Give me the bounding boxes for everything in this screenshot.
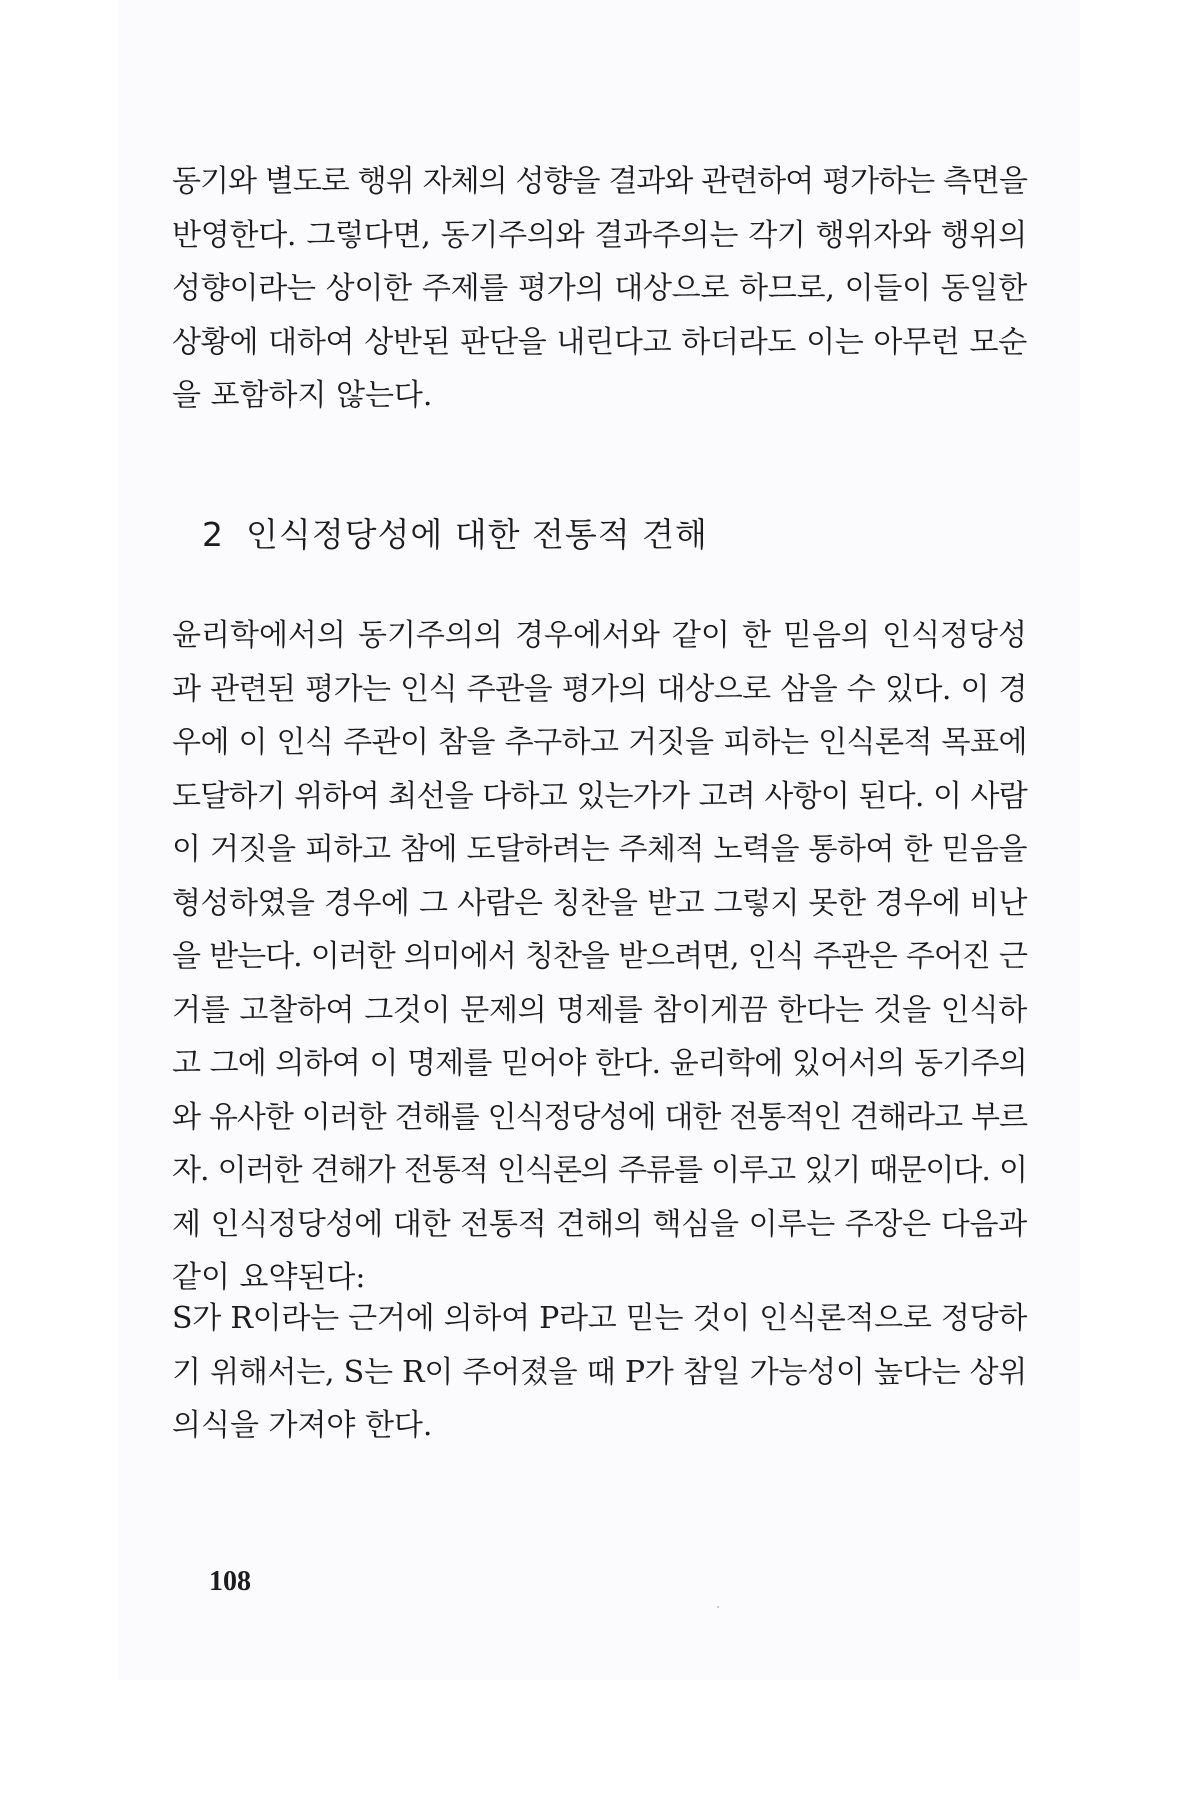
paragraph-2 [172, 609, 1027, 1305]
paragraph-2-line: 고 그에 의하여 이 명제를 믿어야 한다. 윤리학에 있어서의 동기주의 [172, 1046, 1027, 1081]
section-title: 인식정당성에 대한 전통적 견해 [246, 515, 708, 554]
paragraph-1-line: 상황에 대하여 상반된 판단을 내린다고 하더라도 이는 아무런 모순 [172, 324, 1027, 360]
paragraph-2-line: 과 관련된 평가는 인식 주관을 평가의 대상으로 삼을 수 있다. 이 경 [172, 671, 1027, 707]
block-quote-line: 기 위해서는, S는 R이 주어졌을 때 P가 참일 가능성이 높다는 상위 [172, 1354, 1027, 1390]
block-quote-line: S가 R이라는 근거에 의하여 P라고 믿는 것이 인식론적으로 정당하 [172, 1301, 1028, 1336]
paragraph-2-line: 같이 요약된다: [172, 1260, 366, 1295]
paragraph-2-line: 도달하기 위하여 최선을 다하고 있는가가 고려 사항이 된다. 이 사람 [172, 778, 1027, 814]
block-quote [172, 1292, 1027, 1453]
paragraph-2-line: 윤리학에서의 동기주의의 경우에서와 같이 한 믿음의 인식정당성 [172, 618, 1027, 653]
paragraph-1-line: 성향이라는 상이한 주제를 평가의 대상으로 하므로, 이들이 동일한 [172, 271, 1027, 306]
scan-speck [717, 1606, 719, 1608]
paragraph-1-line: 동기와 별도로 행위 자체의 성향을 결과와 관련하여 평가하는 측면을 [172, 164, 1027, 199]
paragraph-2-line: 형성하였을 경우에 그 사람은 칭찬을 받고 그렇지 못한 경우에 비난 [172, 885, 1027, 921]
paragraph-1-line: 반영한다. 그렇다면, 동기주의와 결과주의는 각기 행위자와 행위의 [172, 217, 1027, 253]
paragraph-2-line: 거를 고찰하여 그것이 문제의 명제를 참이게끔 한다는 것을 인식하 [172, 992, 1027, 1028]
paragraph-2-line: 이 거짓을 피하고 참에 도달하려는 주체적 노력을 통하여 한 믿음을 [172, 832, 1027, 867]
section-number: 2 [202, 515, 224, 554]
paragraph-2-line: 을 받는다. 이러한 의미에서 칭찬을 받으려면, 인식 주관은 주어진 근 [172, 939, 1027, 974]
paragraph-2-line: 제 인식정당성에 대한 전통적 견해의 핵심을 이루는 주장은 다음과 [172, 1206, 1027, 1242]
paragraph-2-line: 자. 이러한 견해가 전통적 인식론의 주류를 이루고 있기 때문이다. 이 [172, 1153, 1027, 1188]
paragraph-1-line: 을 포함하지 않는다. [172, 378, 433, 413]
section-heading [202, 509, 708, 556]
page-number: 108 [209, 1566, 251, 1597]
paragraph-1 [172, 155, 1027, 423]
block-quote-line: 의식을 가져야 한다. [172, 1408, 433, 1443]
paragraph-2-line: 우에 이 인식 주관이 참을 추구하고 거짓을 피하는 인식론적 목표에 [172, 725, 1027, 760]
paragraph-2-line: 와 유사한 이러한 견해를 인식정당성에 대한 전통적인 견해라고 부르 [172, 1099, 1027, 1135]
